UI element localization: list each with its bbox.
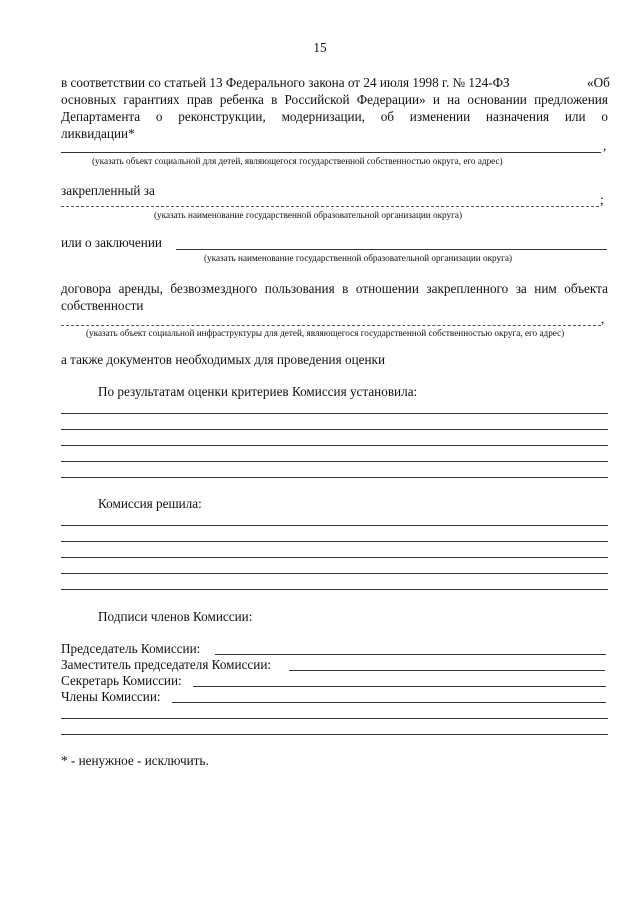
members-signature-line-1[interactable] [172,702,606,703]
intro-line-4: ликвидации* [61,126,135,141]
word: ребенка [219,92,264,107]
decision-heading: Комиссия решила: [98,496,202,511]
word: о [601,109,608,124]
secretary-label: Секретарь Комиссии: [61,673,182,688]
decision-line-5[interactable] [61,589,608,590]
conclusion-label: или о заключении [61,235,162,250]
word: или [564,109,586,124]
assigned-end-mark: ; [600,192,604,207]
chairman-label: Председатель Комиссии: [61,641,201,656]
word: прав [186,92,213,107]
intro-line-2 [61,92,608,108]
results-line-3[interactable] [61,445,608,446]
word: реконструкции, [178,109,266,124]
word: модернизации, [281,109,365,124]
chairman-signature-line[interactable] [215,654,606,655]
word: объекта [564,281,608,296]
word: о [155,109,163,124]
contract-end-mark: , [601,311,605,326]
assigned-input-line[interactable] [61,206,599,207]
contract-input-line[interactable] [61,325,601,326]
results-line-1[interactable] [61,413,608,414]
word: об [380,109,395,124]
intro-line-1: в соответствии со статьей 13 Федерального закона от 24 июля 1998 г. № 124-ФЗ [61,75,510,90]
contract-line-2: собственности [61,298,144,313]
intro-line-3 [61,109,608,125]
word: в [342,281,349,296]
decision-line-1[interactable] [61,525,608,526]
results-line-4[interactable] [61,461,608,462]
results-line-5[interactable] [61,477,608,478]
decision-line-4[interactable] [61,573,608,574]
word: основании [467,92,527,107]
results-heading: По результатам оценки критериев Комиссия установила: [98,384,418,399]
footnote: * - ненужное - исключить. [61,753,209,768]
word: Департамента [61,109,141,124]
object-end-mark: , [603,138,607,153]
word: Федерации» [356,92,426,107]
object-hint: (указать объект социальной для детей, являющегося государственной собственностью округа, его адрес) [92,156,503,166]
word: закрепленного [426,281,509,296]
intro-line-1-end: «Об [587,75,610,90]
assigned-label: закрепленный за [61,183,155,198]
contract-hint: (указать объект социальной инфраструктуры для детей, являющегося государственной собственностью округа, его адрес) [86,328,565,338]
signatures-heading: Подписи членов Комиссии: [98,609,253,624]
word: пользования [264,281,335,296]
word: назначения [485,109,550,124]
members-signature-line-3[interactable] [61,734,608,735]
word: предложения [534,92,608,107]
word: Российской [284,92,350,107]
members-label: Члены Комиссии: [61,689,161,704]
word: за [515,281,527,296]
members-signature-line-2[interactable] [61,718,608,719]
word: и [432,92,440,107]
word: ним [534,281,557,296]
secretary-signature-line[interactable] [193,686,606,687]
deputy-label: Заместитель председателя Комиссии: [61,657,272,672]
word: аренды, [118,281,163,296]
results-line-2[interactable] [61,429,608,430]
decision-line-3[interactable] [61,557,608,558]
conclusion-input-line[interactable] [176,249,607,250]
word: гарантиях [123,92,180,107]
documents-text: а также документов необходимых для проведения оценки [61,352,385,367]
contract-line-1 [61,281,608,297]
deputy-signature-line[interactable] [289,670,605,671]
decision-line-2[interactable] [61,541,608,542]
word: безвозмездного [170,281,258,296]
word: договора [61,281,112,296]
word: изменении [409,109,471,124]
word: в [271,92,278,107]
word: основных [61,92,117,107]
word: на [447,92,461,107]
object-input-line[interactable] [61,152,601,153]
conclusion-hint: (указать наименование государственной образовательной организации округа) [204,253,513,263]
page-number: 15 [313,40,327,55]
word: отношении [355,281,419,296]
assigned-hint: (указать наименование государственной образовательной организации округа) [154,210,463,220]
